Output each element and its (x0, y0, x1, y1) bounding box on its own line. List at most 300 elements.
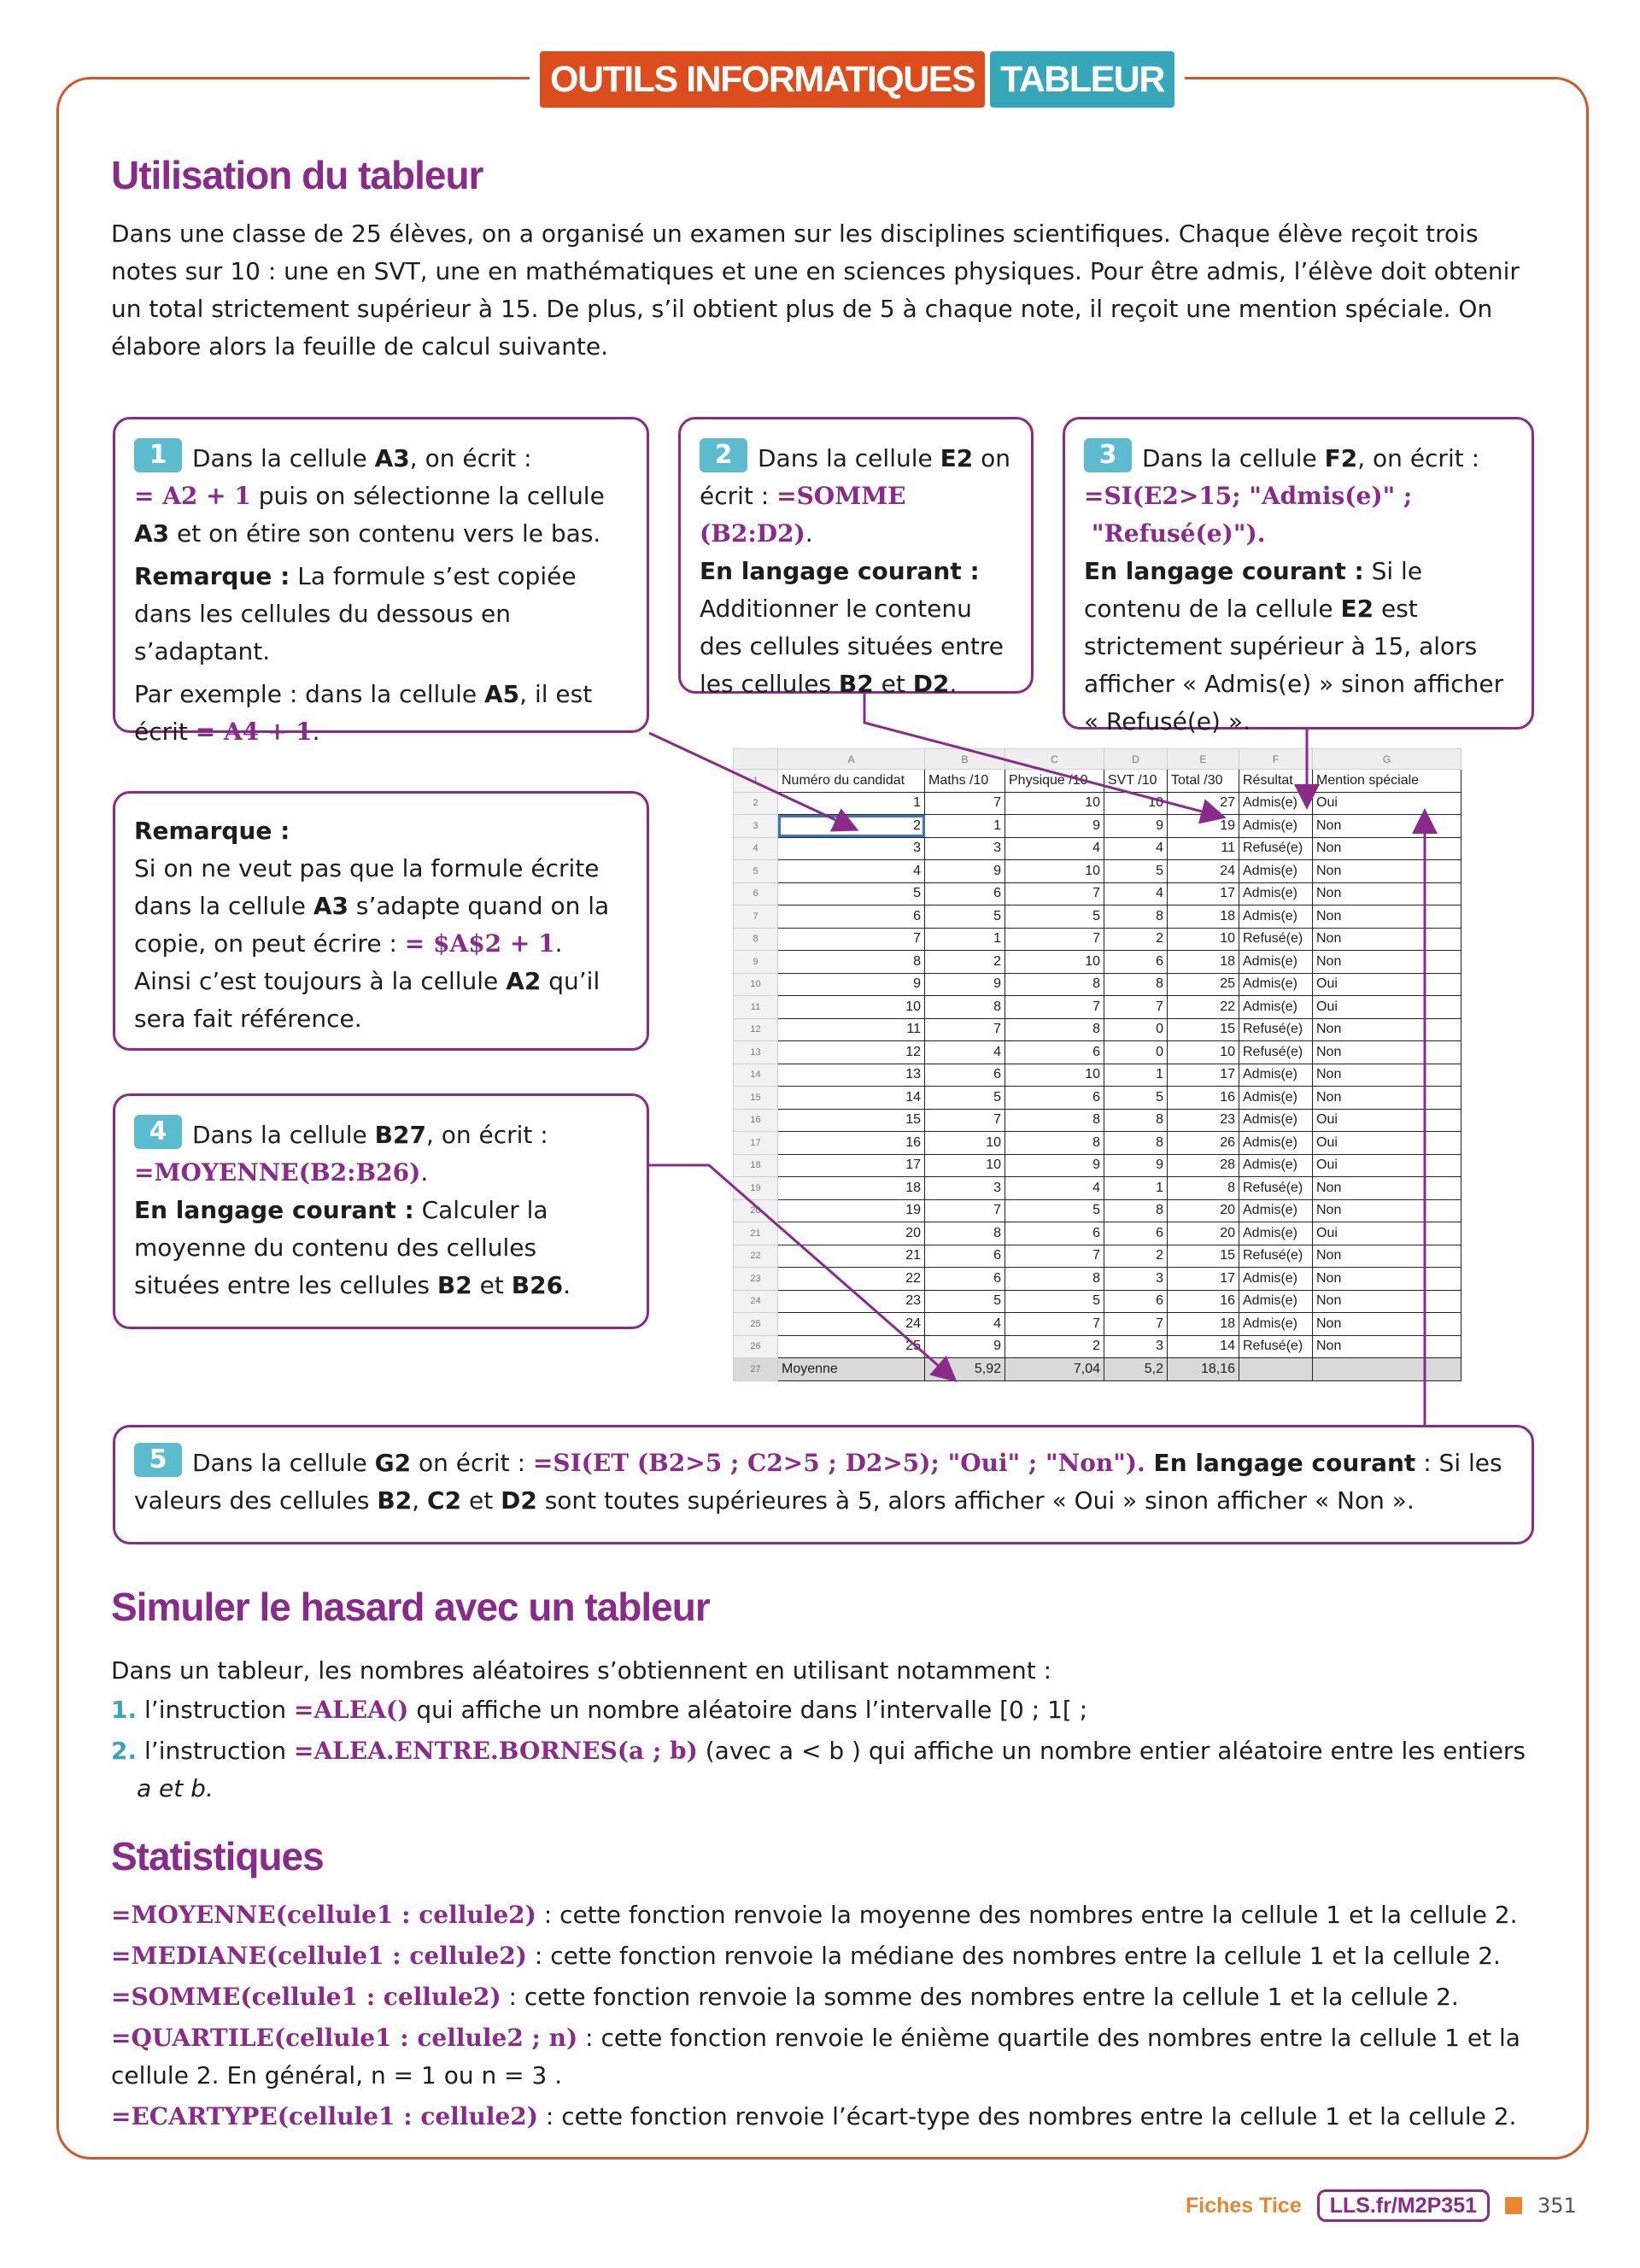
text: on écrit : (411, 1449, 533, 1477)
text: . (563, 1271, 571, 1299)
table-cell: 4 (925, 1041, 1005, 1064)
table-cell: Non (1313, 1199, 1461, 1222)
table-row (734, 928, 1461, 951)
row-number: 3 (734, 815, 778, 838)
row-number: 2 (734, 792, 778, 815)
table-cell: 3 (925, 1177, 1005, 1200)
row-number: 9 (734, 951, 778, 974)
row-number: 15 (734, 1087, 778, 1110)
row-number: 1 (734, 770, 778, 793)
table-cell: 9 (1104, 1154, 1168, 1177)
formula: =ALEA.ENTRE.BORNES(a ; b) (293, 1737, 698, 1765)
table-cell: 10 (1005, 951, 1104, 974)
table-cell: 11 (778, 1018, 925, 1041)
section-title-tableur: Utilisation du tableur (111, 153, 483, 197)
text: Dans la cellule (1142, 444, 1325, 472)
table-row (734, 1222, 1461, 1245)
table-cell: 6 (778, 905, 925, 929)
table-cell: 11 (1168, 837, 1239, 860)
table-cell: 10 (778, 996, 925, 1019)
text: Dans la cellule (192, 1449, 375, 1477)
table-row (734, 1245, 1461, 1268)
column-header: Numéro du candidat (778, 770, 925, 793)
lang-label: En langage courant : (1084, 557, 1364, 585)
cell-ref: B27 (374, 1121, 426, 1149)
row-number: 18 (734, 1154, 778, 1177)
table-cell: 10 (1168, 1041, 1239, 1064)
table-cell: 18 (1168, 951, 1239, 974)
page-header (530, 51, 1185, 108)
table-cell: Non (1313, 1018, 1461, 1041)
row-number: 11 (734, 996, 778, 1019)
row-number: 19 (734, 1177, 778, 1200)
table-row (734, 951, 1461, 974)
section-intro: Dans une classe de 25 élèves, on a organisé un examen sur les disciplines scientifiques. Chaque élève reçoit trois notes sur 10 : une en SVT, une en mathématiques et une en sciences physiques. Pour être admis, l’élève doit obtenir un total strictement supérieur à 15. De plus, s’il obtient plus de 5 à chaque note, il reçoit une mention spéciale. On élabore alors la feuille de calcul suivante. (111, 220, 1520, 360)
text: , on écrit : (409, 444, 532, 472)
text: : cette fonction renvoie l’écart-type des nombres entre la cellule 1 et la cellule 2. (538, 2102, 1517, 2130)
table-cell: 16 (1168, 1087, 1239, 1110)
table-cell: 10 (1005, 1064, 1104, 1087)
callout-number: 1 (134, 438, 182, 472)
table-cell: 7 (925, 1109, 1005, 1132)
table-row (734, 1109, 1461, 1132)
table-cell: 9 (1005, 815, 1104, 838)
table-cell: 6 (1005, 1041, 1104, 1064)
row-number: 8 (734, 928, 778, 951)
formula: "Refusé(e)") (1091, 519, 1257, 548)
table-cell: 6 (925, 1064, 1005, 1087)
table-cell: 14 (1168, 1335, 1239, 1358)
table-row (734, 905, 1461, 929)
table-row (734, 815, 1461, 838)
table-cell: 20 (778, 1222, 925, 1245)
table-cell: 1 (1104, 1177, 1168, 1200)
table-cell: Non (1313, 1245, 1461, 1268)
table-cell: 4 (925, 1313, 1005, 1336)
cell-ref: A2 (506, 967, 542, 995)
hasard-item-1 (111, 1691, 1087, 1729)
table-cell: 25 (778, 1335, 925, 1358)
cell-ref: A5 (484, 680, 520, 708)
text: et on étire son contenu vers le bas. (169, 519, 601, 548)
column-letter: G (1313, 749, 1461, 770)
table-cell: Refusé(e) (1239, 837, 1313, 860)
cell-ref: B2 (377, 1486, 413, 1515)
formula: =ALEA() (293, 1696, 409, 1724)
table-cell: 8 (1104, 973, 1168, 996)
text: . (554, 929, 563, 958)
table-row (734, 1199, 1461, 1222)
cell-ref: D2 (912, 670, 950, 698)
table-cell: 8 (925, 1222, 1005, 1245)
table-cell: Non (1313, 1268, 1461, 1291)
table-row (734, 1335, 1461, 1358)
table-cell: 18 (778, 1177, 925, 1200)
table-cell: 22 (1168, 996, 1239, 1019)
average-cell: 5,2 (1104, 1358, 1168, 1381)
table-cell: 5 (1104, 1087, 1168, 1110)
corner-cell (734, 749, 778, 770)
text: Additionner le contenu des cellules situées entre les cellules (700, 595, 1004, 698)
table-row (734, 996, 1461, 1019)
table-cell: 8 (1005, 1109, 1104, 1132)
spreadsheet (733, 748, 1461, 1391)
text: puis on sélectionne la cellule (250, 482, 605, 510)
table-cell: 18 (1168, 1313, 1239, 1336)
text: on écrit : (700, 444, 1011, 510)
table-row (734, 1132, 1461, 1155)
table-cell: 23 (1168, 1109, 1239, 1132)
column-header: SVT /10 (1104, 770, 1168, 793)
formula: =SOMME (B2:D2) (700, 482, 906, 548)
text: . (420, 1158, 429, 1187)
table-cell: Oui (1313, 996, 1461, 1019)
row-number: 7 (734, 905, 778, 929)
average-cell: Moyenne (778, 1358, 925, 1381)
table-row (734, 973, 1461, 996)
table-cell: Refusé(e) (1239, 1177, 1313, 1200)
row-number: 21 (734, 1222, 778, 1245)
table-cell: 8 (925, 996, 1005, 1019)
table-row (734, 1268, 1461, 1291)
text: La formule s’est copiée dans les cellules du dessous en s’adaptant. (134, 562, 577, 665)
footer-square-icon (1505, 2197, 1522, 2214)
formula: =MEDIANE(cellule1 : cellule2) (111, 1942, 528, 1970)
text: qui affiche un nombre aléatoire dans l’intervalle [0 ; 1[ ; (408, 1696, 1088, 1724)
header-row (734, 770, 1461, 793)
text: , (412, 1486, 428, 1515)
text: sont toutes supérieures à 5, alors afficher « Oui » sinon afficher « Non ». (536, 1486, 1414, 1515)
table-cell: Admis(e) (1239, 951, 1313, 974)
table-cell: Non (1313, 1290, 1461, 1313)
hasard-intro: Dans un tableur, les nombres aléatoires s’obtiennent en utilisant notamment : (111, 1656, 1052, 1685)
text: : cette fonction renvoie la moyenne des nombres entre la cellule 1 et la cellule 2. (536, 1901, 1518, 1929)
stat-line-quartile-cont: cellule 2. En général, n = 1 ou n = 3 . (111, 2061, 563, 2089)
table-cell: Non (1313, 1177, 1461, 1200)
formula: = $A$2 + 1 (404, 929, 555, 958)
table-cell: Admis(e) (1239, 1064, 1313, 1087)
row-number: 20 (734, 1199, 778, 1222)
table-cell: Admis(e) (1239, 815, 1313, 838)
table-cell: 23 (778, 1290, 925, 1313)
table-cell: 7 (1104, 1313, 1168, 1336)
text: , on écrit : (1357, 444, 1480, 472)
page-footer (1186, 2189, 1577, 2223)
text: Calculer la moyenne du contenu des cellules situées entre les cellules (134, 1196, 548, 1299)
table-cell: Non (1313, 1041, 1461, 1064)
average-row (734, 1358, 1461, 1381)
table-cell: 7 (1005, 882, 1104, 905)
table-cell: Oui (1313, 973, 1461, 996)
column-header: Total /30 (1168, 770, 1239, 793)
table-cell: 10 (925, 1132, 1005, 1155)
row-number: 12 (734, 1018, 778, 1041)
table-cell: 5 (1005, 1290, 1104, 1313)
table-cell: 4 (1104, 882, 1168, 905)
footer-link[interactable]: LLS.fr/M2P351 (1317, 2189, 1490, 2222)
table-cell: 5 (1104, 860, 1168, 883)
table-cell: Admis(e) (1239, 1109, 1313, 1132)
table-cell: 5 (1005, 905, 1104, 929)
table-cell: Non (1313, 815, 1461, 838)
table-cell: 7 (925, 792, 1005, 815)
formula: =SI(ET (B2>5 ; C2>5 ; D2>5); "Oui" ; "Non"). (532, 1449, 1145, 1477)
column-header: Physique /10 (1005, 770, 1104, 793)
table-cell: 8 (1104, 1199, 1168, 1222)
table-cell: 8 (1168, 1177, 1239, 1200)
row-number: 16 (734, 1109, 778, 1132)
table-cell: 1 (925, 928, 1005, 951)
table-cell: 19 (778, 1199, 925, 1222)
table-row (734, 1177, 1461, 1200)
table-cell: Non (1313, 928, 1461, 951)
table-cell: Non (1313, 882, 1461, 905)
table-cell: Refusé(e) (1239, 1335, 1313, 1358)
table-row (734, 1154, 1461, 1177)
column-letter: A (778, 749, 925, 770)
table-cell: 2 (1104, 928, 1168, 951)
callout-2 (678, 417, 1034, 698)
table-cell: 5 (1005, 1199, 1104, 1222)
table-cell: Admis(e) (1239, 792, 1313, 815)
table-cell: Admis(e) (1239, 1154, 1313, 1177)
table-cell: 7 (1005, 1313, 1104, 1336)
average-cell: 5,92 (925, 1358, 1005, 1381)
column-letter: C (1005, 749, 1104, 770)
table-cell: Refusé(e) (1239, 928, 1313, 951)
table-cell: Admis(e) (1239, 1132, 1313, 1155)
table-cell: 6 (925, 1268, 1005, 1291)
row-number: 22 (734, 1245, 778, 1268)
table-cell: 21 (778, 1245, 925, 1268)
cell-ref: C2 (427, 1486, 462, 1515)
table-cell: 7 (778, 928, 925, 951)
cell-ref: A3 (374, 444, 410, 472)
table-cell: 9 (925, 1335, 1005, 1358)
table-row (734, 860, 1461, 883)
stat-line-quartile (111, 2019, 1520, 2057)
table-cell: 8 (1005, 1268, 1104, 1291)
table-cell: 7 (1005, 996, 1104, 1019)
lang-label: En langage courant : (700, 557, 980, 585)
column-letter-row (734, 749, 1461, 770)
table-cell: Admis(e) (1239, 1290, 1313, 1313)
table-row (734, 1018, 1461, 1041)
table-cell: 20 (1168, 1222, 1239, 1245)
row-number: 14 (734, 1064, 778, 1087)
cell-ref: F2 (1324, 444, 1358, 472)
text: Ainsi c’est toujours à la cellule (134, 967, 507, 995)
hasard-item-2 (111, 1732, 1526, 1770)
formula: = A2 + 1 (134, 482, 251, 510)
table-cell: 3 (1104, 1335, 1168, 1358)
table-cell: 8 (1104, 1109, 1168, 1132)
text: et (472, 1271, 512, 1299)
table-cell: Admis(e) (1239, 973, 1313, 996)
table-cell: 15 (1168, 1018, 1239, 1041)
formula: =MOYENNE(B2:B26) (134, 1158, 421, 1187)
table-row (734, 1313, 1461, 1336)
header-category: OUTILS INFORMATIQUES (540, 51, 985, 108)
table-cell: 6 (1104, 1290, 1168, 1313)
table-row (734, 1064, 1461, 1087)
average-cell (1239, 1358, 1313, 1381)
callout-5 (113, 1425, 1534, 1544)
average-cell: 7,04 (1005, 1358, 1104, 1381)
table-cell: 7 (925, 1199, 1005, 1222)
table-cell: 8 (1005, 1018, 1104, 1041)
table-cell: 4 (1005, 1177, 1104, 1200)
text: . (312, 718, 320, 746)
text: . (1256, 519, 1266, 548)
table-cell: 24 (1168, 860, 1239, 883)
table-cell: 7 (925, 1018, 1005, 1041)
table-cell: 0 (1104, 1041, 1168, 1064)
stat-line-moyenne (111, 1896, 1518, 1934)
table-cell: 10 (1005, 792, 1104, 815)
table-cell: 26 (1168, 1132, 1239, 1155)
table-cell: 6 (1104, 951, 1168, 974)
table-cell: 7 (1005, 1245, 1104, 1268)
footer-label: Fiches Tice (1186, 2193, 1302, 2218)
callout-number: 4 (134, 1115, 182, 1149)
row-number: 5 (734, 860, 778, 883)
table-cell: 20 (1168, 1199, 1239, 1222)
formula: = A4 + 1 (195, 718, 313, 746)
table-cell: 6 (1104, 1222, 1168, 1245)
table-cell: 17 (778, 1154, 925, 1177)
list-number: 2. (111, 1737, 138, 1765)
text: est strictement supérieur à 15, alors afficher « Admis(e) » sinon afficher « Refusé(e) ». (1084, 595, 1504, 735)
table-cell: Refusé(e) (1239, 1041, 1313, 1064)
table-cell: 2 (778, 815, 925, 838)
table-cell: 18 (1168, 905, 1239, 929)
formula: =SI(E2>15; "Admis(e)" ; (1084, 482, 1413, 510)
row-number: 23 (734, 1268, 778, 1291)
table-cell: Admis(e) (1239, 1087, 1313, 1110)
table-cell: 8 (1104, 1132, 1168, 1155)
column-header: Mention spéciale (1313, 770, 1461, 793)
table-cell: 16 (778, 1132, 925, 1155)
table-cell: 8 (1005, 973, 1104, 996)
cell-ref: E2 (940, 444, 974, 472)
average-cell: 18,16 (1168, 1358, 1239, 1381)
callout-3 (1063, 417, 1534, 735)
section-title-statistiques: Statistiques (111, 1834, 324, 1878)
table-cell: 9 (925, 973, 1005, 996)
table-cell: Refusé(e) (1239, 1245, 1313, 1268)
stat-line-mediane (111, 1937, 1501, 1975)
row-number: 25 (734, 1313, 778, 1336)
row-number: 26 (734, 1335, 778, 1358)
text: , on écrit : (425, 1121, 548, 1149)
text: Dans la cellule (192, 444, 375, 472)
table-row (734, 837, 1461, 860)
cell-ref: B26 (511, 1271, 564, 1299)
table-cell: 9 (778, 973, 925, 996)
table-cell: 6 (1005, 1222, 1104, 1245)
table-cell: Oui (1313, 1154, 1461, 1177)
remark-label: Remarque : (134, 562, 290, 590)
text: : cette fonction renvoie la somme des nombres entre la cellule 1 et la cellule 2. (501, 1983, 1459, 2011)
text: : cette fonction renvoie la médiane des nombres entre la cellule 1 et la cellule 2. (527, 1942, 1501, 1970)
cell-ref: A3 (134, 519, 170, 548)
table-cell: 28 (1168, 1154, 1239, 1177)
table-cell: Non (1313, 1335, 1461, 1358)
table-cell: Admis(e) (1239, 1222, 1313, 1245)
table-cell: 17 (1168, 882, 1239, 905)
table-cell: 14 (778, 1087, 925, 1110)
table-cell: 6 (1005, 1087, 1104, 1110)
table-cell: 10 (925, 1154, 1005, 1177)
table-cell: 25 (1168, 973, 1239, 996)
table-cell: Refusé(e) (1239, 1018, 1313, 1041)
remark-label: Remarque : (134, 817, 290, 845)
table-cell: Admis(e) (1239, 1268, 1313, 1291)
callout-4 (113, 1093, 649, 1329)
table-cell: 5 (925, 1290, 1005, 1313)
column-letter: E (1168, 749, 1239, 770)
table-cell: 13 (778, 1064, 925, 1087)
table-cell: 15 (778, 1109, 925, 1132)
formula: =QUARTILE(cellule1 : cellule2 ; n) (111, 2024, 578, 2052)
table-cell: 5 (778, 882, 925, 905)
table-cell: Oui (1313, 1109, 1461, 1132)
table-cell: 2 (1104, 1245, 1168, 1268)
text: : cette fonction renvoie le énième quartile des nombres entre la cellule 1 et la (577, 2024, 1520, 2052)
table-cell: Non (1313, 1087, 1461, 1110)
table-row (734, 1087, 1461, 1110)
text: . (805, 519, 813, 548)
table-cell: 3 (925, 837, 1005, 860)
table-cell: 12 (778, 1041, 925, 1064)
column-header: Résultat (1239, 770, 1313, 793)
table-cell: Non (1313, 1313, 1461, 1336)
table-cell: 8 (778, 951, 925, 974)
text: qu’il sera fait référence. (134, 967, 600, 1033)
table-cell: Admis(e) (1239, 905, 1313, 929)
table-cell: 6 (925, 1245, 1005, 1268)
row-number: 6 (734, 882, 778, 905)
table-cell: 3 (1104, 1268, 1168, 1291)
table-cell: 27 (1168, 792, 1239, 815)
table-cell: Admis(e) (1239, 882, 1313, 905)
table-cell: 4 (778, 860, 925, 883)
table-cell: 7 (1104, 996, 1168, 1019)
table-cell: Oui (1313, 1222, 1461, 1245)
table-cell: 9 (1104, 815, 1168, 838)
table-cell: 1 (778, 792, 925, 815)
text: et (873, 670, 913, 698)
table-cell: 10 (1104, 792, 1168, 815)
lang-label: En langage courant : (134, 1196, 414, 1224)
table-row (734, 1041, 1461, 1064)
table-row (734, 792, 1461, 815)
formula: =MOYENNE(cellule1 : cellule2) (111, 1901, 536, 1929)
table-cell: 4 (1005, 837, 1104, 860)
column-letter: D (1104, 749, 1168, 770)
text: Si on ne veut pas que la formule écrite dans la cellule (134, 854, 600, 920)
table-cell: 5 (925, 905, 1005, 929)
text: Par exemple : dans la cellule (134, 680, 484, 708)
stat-line-ecartype (111, 2098, 1516, 2136)
row-number: 27 (734, 1358, 778, 1381)
average-cell (1313, 1358, 1461, 1381)
table-cell: 17 (1168, 1268, 1239, 1291)
text: , il est écrit (134, 680, 593, 746)
section-title-hasard: Simuler le hasard avec un tableur (111, 1585, 710, 1629)
table-cell: 3 (778, 837, 925, 860)
